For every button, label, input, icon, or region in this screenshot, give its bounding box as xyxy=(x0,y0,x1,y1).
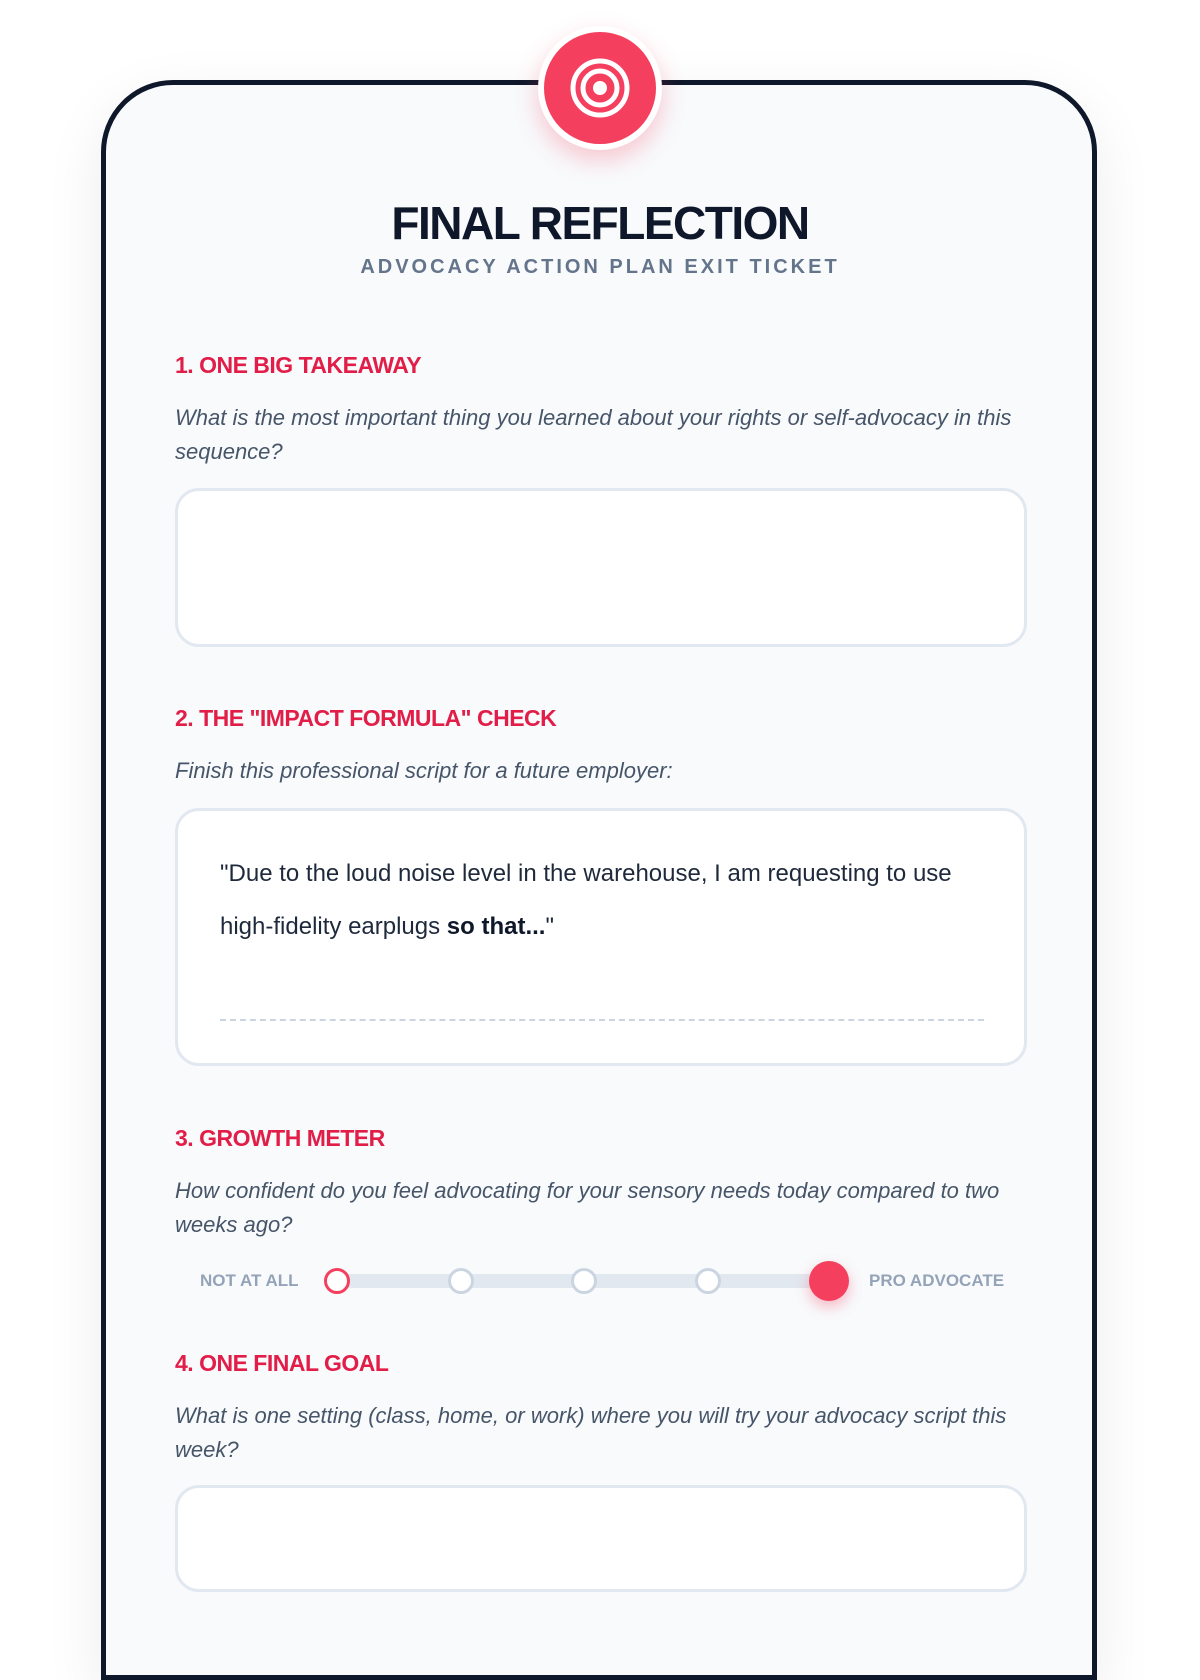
growth-meter-option-5-selected[interactable] xyxy=(809,1261,849,1301)
takeaway-answer-field[interactable] xyxy=(175,488,1027,647)
script-close-quote: " xyxy=(545,913,554,940)
target-icon xyxy=(568,56,632,120)
script-text: "Due to the loud noise level in the warehouse, I am requesting to use high-fidelity earplugs xyxy=(220,860,952,940)
section-prompt-impact-formula: Finish this professional script for a future employer: xyxy=(175,758,673,783)
growth-meter-option-2[interactable] xyxy=(448,1268,474,1294)
target-badge xyxy=(538,26,662,150)
growth-meter-option-4[interactable] xyxy=(695,1268,721,1294)
section-heading-takeaway: 1. ONE BIG TAKEAWAY xyxy=(175,352,422,378)
growth-meter-option-1[interactable] xyxy=(324,1268,350,1294)
section-heading-growth-meter: 3. GROWTH METER xyxy=(175,1125,385,1151)
scale-min-label: NOT AT ALL xyxy=(200,1271,299,1290)
impact-formula-script xyxy=(220,847,984,953)
impact-formula-script-box xyxy=(175,808,1027,1066)
scale-max-label: PRO ADVOCATE xyxy=(869,1271,1005,1290)
growth-meter-option-3[interactable] xyxy=(571,1268,597,1294)
section-heading-impact-formula: 2. THE "IMPACT FORMULA" CHECK xyxy=(175,705,557,731)
script-emphasis: so that... xyxy=(446,913,546,940)
final-goal-answer-field[interactable] xyxy=(175,1485,1027,1592)
section-heading-final-goal: 4. ONE FINAL GOAL xyxy=(175,1350,389,1376)
page-subtitle: ADVOCACY ACTION PLAN EXIT TICKET xyxy=(360,256,840,278)
section-prompt-final-goal: What is one setting (class, home, or work) where you will try your advocacy script this week? xyxy=(175,1403,1007,1462)
section-prompt-growth-meter: How confident do you feel advocating for your sensory needs today compared to two weeks ago? xyxy=(175,1178,1000,1237)
section-prompt-takeaway: What is the most important thing you learned about your rights or self-advocacy in this sequence? xyxy=(175,405,1012,464)
page-title: FINAL REFLECTION xyxy=(391,197,809,249)
script-answer-line[interactable] xyxy=(220,1019,984,1021)
